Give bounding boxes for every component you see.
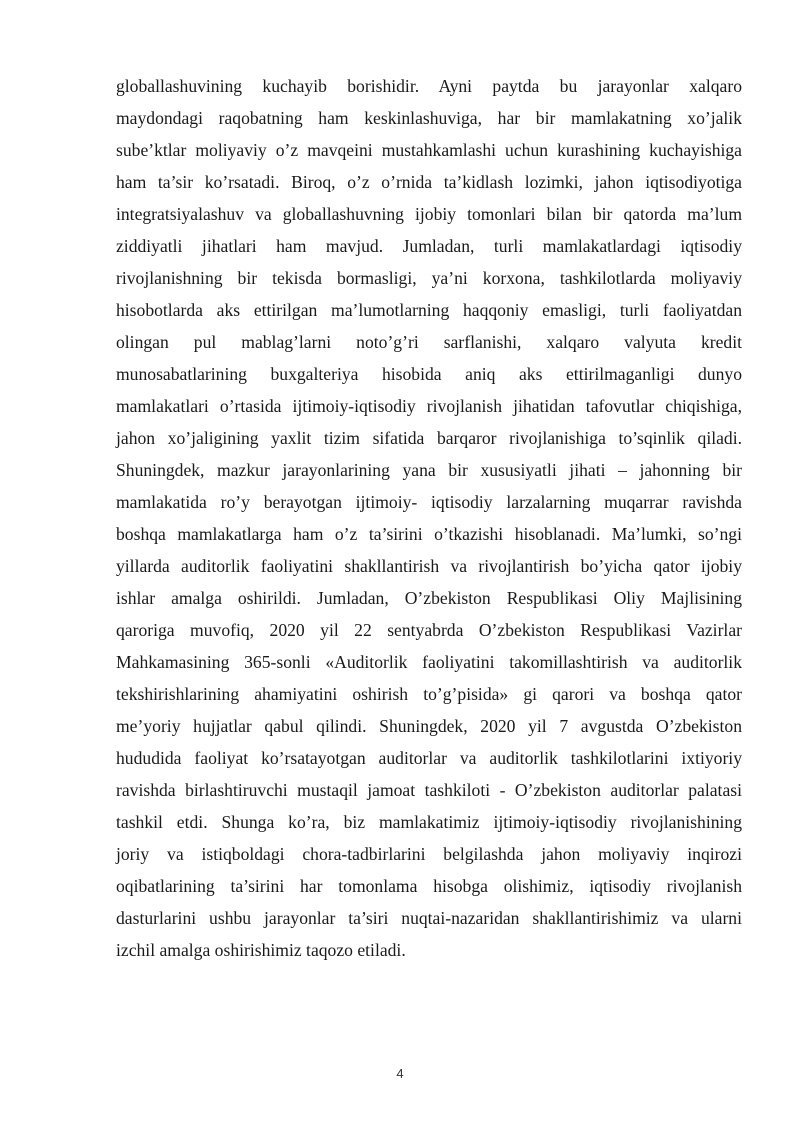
text-line: olingan pul mablag’larni noto’g’ri sarflanishi, xalqaro valyuta kredit xyxy=(116,332,742,352)
text-line: mamlakatida ro’y berayotgan ijtimoiy- iqtisodiy larzalarning muqarrar ravishda xyxy=(116,492,742,512)
text-line: yillarda auditorlik faoliyatini shakllantirish va rivojlantirish bo’yicha qator ijobiy xyxy=(116,556,742,576)
text-line: ravishda birlashtiruvchi mustaqil jamoat tashkiloti - O’zbekiston auditorlar palatasi xyxy=(116,780,742,800)
text-line: munosabatlarining buxgalteriya hisobida aniq aks ettirilmaganligi dunyo xyxy=(116,364,742,384)
text-line: Shuningdek, mazkur jarayonlarining yana bir xususiyatli jihati – jahonning bir xyxy=(116,460,742,480)
text-line: qaroriga muvofiq, 2020 yil 22 sentyabrda O’zbekiston Respublikasi Vazirlar xyxy=(116,620,742,640)
page-number: 4 xyxy=(396,1066,404,1081)
text-line: maydondagi raqobatning ham keskinlashuviga, har bir mamlakatning xo’jalik xyxy=(116,108,742,128)
text-line: Mahkamasining 365-sonli «Auditorlik faoliyatini takomillashtirish va auditorlik xyxy=(116,652,742,672)
text-line: globallashuvining kuchayib borishidir. Ayni paytda bu jarayonlar xalqaro xyxy=(116,76,742,96)
text-line: hududida faoliyat ko’rsatayotgan auditorlar va auditorlik tashkilotlarini ixtiyoriy xyxy=(116,748,742,768)
text-line: sube’ktlar moliyaviy o’z mavqeini mustahkamlashi uchun kurashining kuchayishiga xyxy=(116,140,742,160)
text-line: ziddiyatli jihatlari ham mavjud. Jumladan, turli mamlakatlardagi iqtisodiy xyxy=(116,236,742,256)
text-line: izchil amalga oshirishimiz taqozo etiladi. xyxy=(116,940,406,960)
text-line: ham ta’sir ko’rsatadi. Biroq, o’z o’rnida ta’kidlash lozimki, jahon iqtisodiyotiga xyxy=(116,172,742,192)
text-line: ishlar amalga oshirildi. Jumladan, O’zbekiston Respublikasi Oliy Majlisining xyxy=(116,588,742,608)
text-line: hisobotlarda aks ettirilgan ma’lumotlarning haqqoniy emasligi, turli faoliyatdan xyxy=(116,300,742,320)
text-line: dasturlarini ushbu jarayonlar ta’siri nuqtai-nazaridan shakllantirishimiz va ularni xyxy=(116,908,742,928)
text-line: tekshirishlarining ahamiyatini oshirish to’g’pisida» gi qarori va boshqa qator xyxy=(116,684,742,704)
text-line: joriy va istiqboldagi chora-tadbirlarini belgilashda jahon moliyaviy inqirozi xyxy=(116,844,742,864)
text-line: boshqa mamlakatlarga ham o’z ta’sirini o’tkazishi hisoblanadi. Ma’lumki, so’ngi xyxy=(116,524,742,544)
text-line: mamlakatlari o’rtasida ijtimoiy-iqtisodiy rivojlanish jihatidan tafovutlar chiqishiga, xyxy=(116,396,742,416)
text-line: me’yoriy hujjatlar qabul qilindi. Shuningdek, 2020 yil 7 avgustda O’zbekiston xyxy=(116,716,742,736)
text-line: rivojlanishning bir tekisda bormasligi, ya’ni korxona, tashkilotlarda moliyaviy xyxy=(116,268,742,288)
text-line: integratsiyalashuv va globallashuvning ijobiy tomonlari bilan bir qatorda ma’lum xyxy=(116,204,742,224)
text-line: tashkil etdi. Shunga ko’ra, biz mamlakatimiz ijtimoiy-iqtisodiy rivojlanishining xyxy=(116,812,742,832)
text-line: oqibatlarining ta’sirini har tomonlama hisobga olishimiz, iqtisodiy rivojlanish xyxy=(116,876,742,896)
text-line: jahon xo’jaligining yaxlit tizim sifatida barqaror rivojlanishiga to’sqinlik qiladi. xyxy=(116,428,742,448)
